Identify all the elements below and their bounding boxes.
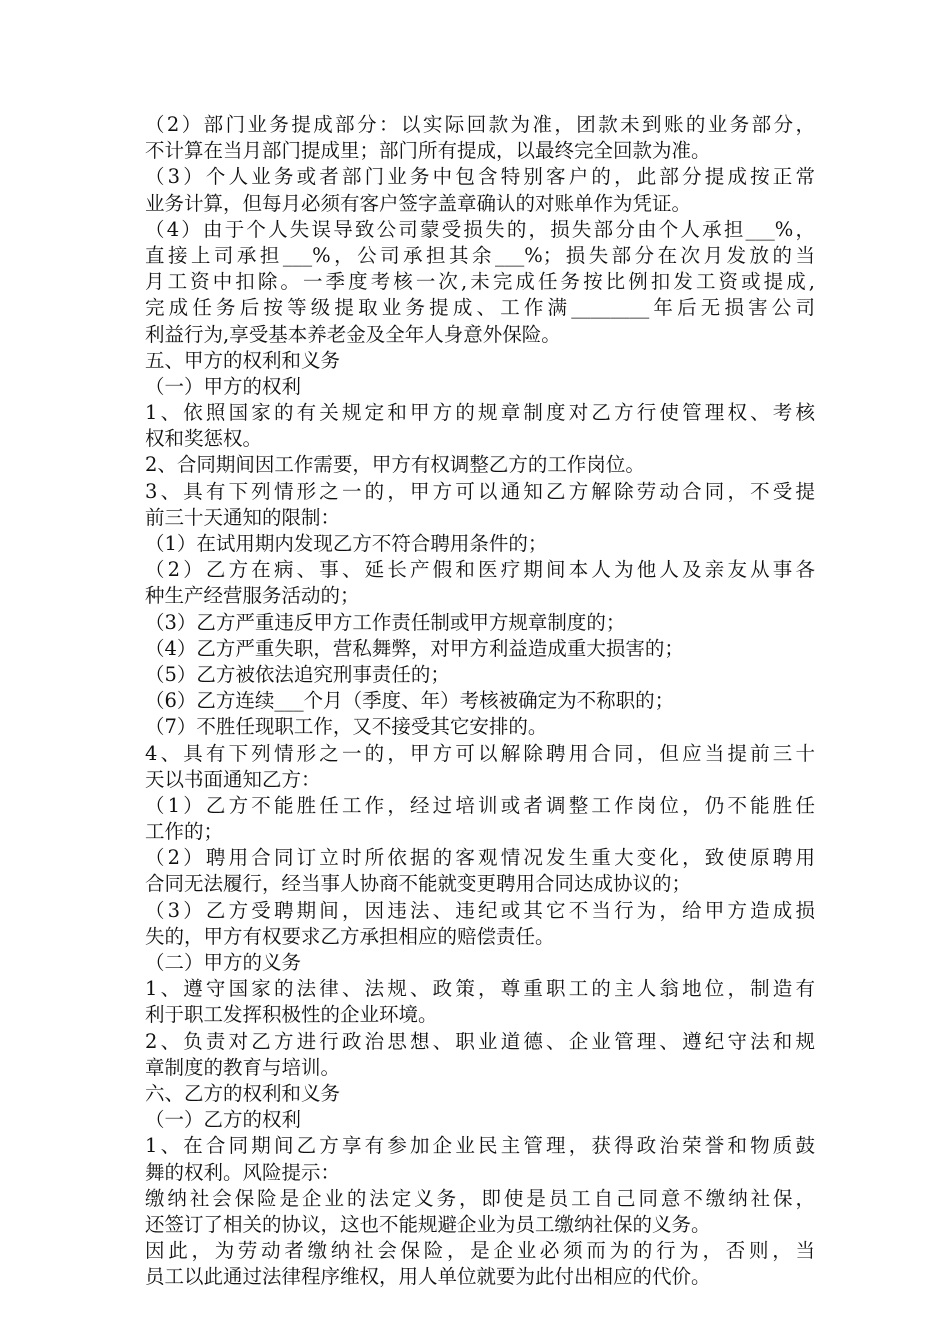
- text-line: 业务计算，但每月必须有客户签字盖章确认的对账单作为凭证。: [145, 191, 692, 215]
- text-line: 六、乙方的权利和义务: [145, 1081, 341, 1105]
- text-line: 还签订了相关的协议，这也不能规避企业为员工缴纳社保的义务。: [145, 1212, 711, 1236]
- document-body: [145, 112, 815, 1290]
- text-line: （3）乙方严重违反甲方工作责任制或甲方规章制度的；: [145, 610, 626, 634]
- text-line: 利益行为,享受基本养老金及全年人身意外保险。: [145, 322, 561, 346]
- text-line: 缴纳社会保险是企业的法定义务，即使是员工自己同意不缴纳社保，: [145, 1186, 815, 1210]
- text-line: （7）不胜任现职工作，又不接受其它安排的。: [145, 715, 548, 739]
- text-line: （2）乙方在病、事、延长产假和医疗期间本人为他人及亲友从事各: [145, 558, 815, 582]
- text-line: 合同无法履行，经当事人协商不能就变更聘用合同达成协议的；: [145, 872, 692, 896]
- text-line: 2、负责对乙方进行政治思想、职业道德、企业管理、遵纪守法和规: [145, 1029, 815, 1053]
- text-line: 1、遵守国家的法律、法规、政策，尊重职工的主人翁地位，制造有: [145, 977, 815, 1001]
- text-line: （一）乙方的权利: [145, 1108, 302, 1132]
- text-line: 3、具有下列情形之一的，甲方可以通知乙方解除劳动合同，不受提: [145, 479, 815, 503]
- text-line: 五、甲方的权利和义务: [145, 348, 341, 372]
- text-line: 因此，为劳动者缴纳社会保险，是企业必须而为的行为，否则，当: [145, 1239, 815, 1263]
- text-line: 月工资中扣除。一季度考核一次,未完成任务按比例扣发工资或提成,: [145, 270, 815, 294]
- text-line: （4）由于个人失误导致公司蒙受损失的，损失部分由个人承担___%，: [145, 217, 815, 241]
- text-line: （二）甲方的义务: [145, 951, 302, 974]
- text-line: 不计算在当月部门提成里；部门所有提成，以最终完全回款为准。: [145, 139, 711, 163]
- text-line: 舞的权利。风险提示：: [145, 1160, 341, 1184]
- text-line: （3）个人业务或者部门业务中包含特别客户的，此部分提成按正常: [145, 165, 815, 189]
- text-line: 1、在合同期间乙方享有参加企业民主管理，获得政治荣誉和物质鼓: [145, 1134, 815, 1158]
- text-line: （1）乙方不能胜任工作，经过培训或者调整工作岗位，仍不能胜任: [145, 793, 815, 817]
- text-line: 失的，甲方有权要求乙方承担相应的赔偿责任。: [145, 924, 555, 948]
- text-line: 2、合同期间因工作需要，甲方有权调整乙方的工作岗位。: [145, 453, 645, 477]
- text-line: （2）部门业务提成部分：以实际回款为准，团款未到账的业务部分，: [145, 113, 815, 136]
- text-line: 工作的；: [145, 820, 224, 844]
- text-line: （3）乙方受聘期间，因违法、违纪或其它不当行为，给甲方造成损: [145, 898, 815, 922]
- text-line: （4）乙方严重失职，营私舞弊，对甲方利益造成重大损害的；: [145, 636, 684, 660]
- text-line: （5）乙方被依法追究刑事责任的；: [145, 662, 450, 686]
- text-line: 1、依照国家的有关规定和甲方的规章制度对乙方行使管理权、考核: [145, 401, 815, 425]
- text-line: 利于职工发挥积极性的企业环境。: [145, 1003, 438, 1027]
- text-line: 种生产经营服务活动的；: [145, 584, 360, 608]
- text-line: （2）聘用合同订立时所依据的客观情况发生重大变化，致使原聘用: [145, 846, 815, 870]
- text-line: 直接上司承担___%，公司承担其余___%；损失部分在次月发放的当: [145, 243, 815, 267]
- text-line: 员工以此通过法律程序维权，用人单位就要为此付出相应的代价。: [145, 1265, 711, 1289]
- text-line: 4、具有下列情形之一的，甲方可以解除聘用合同，但应当提前三十: [145, 741, 815, 765]
- text-line: 前三十天通知的限制：: [145, 505, 341, 529]
- text-line: （6）乙方连续___个月（季度、年）考核被确定为不称职的；: [145, 689, 675, 713]
- text-line: （1）在试用期内发现乙方不符合聘用条件的；: [145, 532, 548, 555]
- text-line: 完成任务后按等级提取业务提成、工作满________年后无损害公司: [145, 296, 815, 320]
- text-line: 权和奖惩权。: [145, 427, 263, 451]
- text-line: 章制度的教育与培训。: [145, 1055, 341, 1079]
- text-line: 天以书面通知乙方：: [145, 767, 321, 791]
- text-line: （一）甲方的权利: [145, 374, 302, 398]
